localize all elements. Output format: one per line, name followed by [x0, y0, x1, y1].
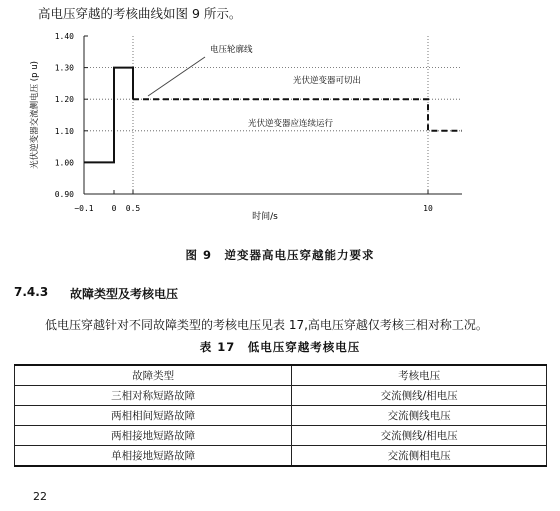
header-fault-type: 故障类型 — [15, 365, 292, 386]
paragraph: 低电压穿越针对不同故障类型的考核电压见表 17,高电压穿越仅考核三相对称工况。 — [45, 318, 488, 332]
x-tick-label: −0.1 — [74, 204, 94, 213]
voltage-cell: 交流侧线/相电压 — [292, 386, 547, 406]
hvrt-chart — [0, 25, 560, 235]
y-axis-label: 光伏逆变器交流侧电压 (p u) — [30, 61, 40, 169]
fault-type-cell: 单相接地短路故障 — [15, 446, 292, 467]
x-tick-label: 0 — [111, 204, 117, 213]
voltage-cell: 交流侧相电压 — [292, 446, 547, 467]
can-trip-annotation: 光伏逆变器可切出 — [293, 76, 362, 86]
x-tick-label: 10 — [423, 204, 433, 213]
y-tick-label: 1.30 — [54, 63, 74, 73]
y-tick-label: 0.90 — [54, 190, 74, 199]
table-row — [15, 386, 547, 406]
voltage-cell: 交流侧线/相电压 — [292, 426, 547, 446]
section-title: 故障类型及考核电压 — [70, 287, 179, 301]
y-tick-label: 1.10 — [54, 126, 74, 136]
profile-annotation: 电压轮廓线 — [210, 45, 253, 55]
must-run-annotation: 光伏逆变器应连续运行 — [248, 119, 334, 129]
figure-caption: 图 9 逆变器高电压穿越能力要求 — [185, 248, 375, 262]
y-tick-label: 1.00 — [54, 158, 74, 168]
fault-type-cell: 两相接地短路故障 — [15, 426, 292, 446]
y-tick-label: 1.40 — [54, 32, 74, 41]
section-number: 7.4.3 — [14, 285, 49, 299]
header-voltage: 考核电压 — [292, 365, 547, 386]
table-row — [15, 426, 547, 446]
x-axis-label: 时间/s — [252, 212, 278, 222]
table-caption: 表 17 低电压穿越考核电压 — [199, 340, 361, 354]
intro-text: 高电压穿越的考核曲线如图 9 所示。 — [38, 6, 242, 21]
x-tick-label: 0.5 — [125, 204, 141, 213]
annotation-arrow — [148, 57, 205, 96]
table-row — [15, 446, 547, 467]
page-number: 22 — [33, 490, 47, 503]
voltage-cell: 交流侧线电压 — [292, 406, 547, 426]
fault-type-cell: 三相对称短路故障 — [15, 386, 292, 406]
table-row — [15, 406, 547, 426]
fault-type-cell: 两相相间短路故障 — [15, 406, 292, 426]
voltage-table — [14, 364, 547, 467]
solid-profile-line — [84, 68, 133, 163]
y-tick-label: 1.20 — [54, 95, 74, 105]
